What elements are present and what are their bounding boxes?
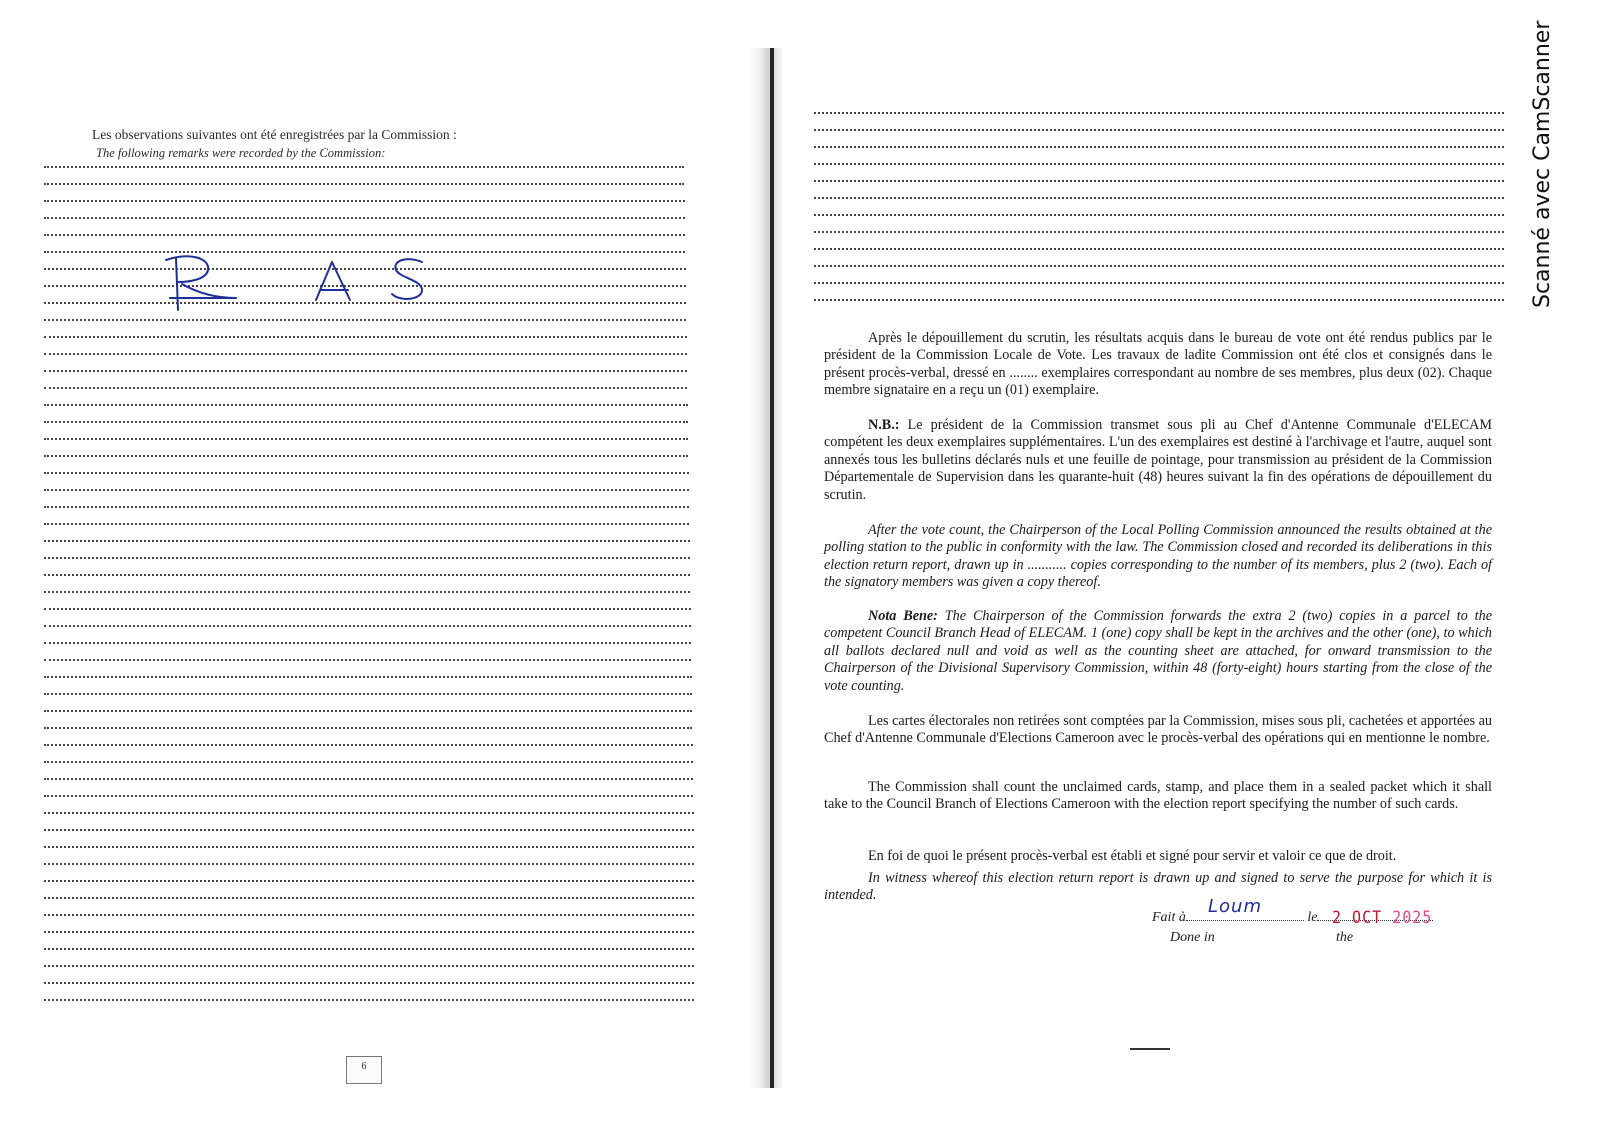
dotted-line bbox=[44, 829, 694, 831]
dotted-line bbox=[814, 299, 1504, 301]
dotted-line bbox=[44, 965, 694, 967]
dotted-line bbox=[44, 438, 688, 440]
dotted-line bbox=[44, 166, 684, 168]
dotted-line bbox=[814, 265, 1504, 267]
dotted-line bbox=[44, 761, 693, 763]
dotted-line bbox=[44, 591, 690, 593]
dotted-line bbox=[814, 129, 1504, 131]
dotted-line bbox=[44, 999, 694, 1001]
signature-block bbox=[1152, 896, 1472, 954]
observations-heading-en: The following remarks were recorded by the Commission: bbox=[96, 146, 386, 160]
date-stamp-year: 2025 bbox=[1392, 906, 1433, 928]
dotted-line bbox=[44, 506, 689, 508]
dotted-line bbox=[814, 231, 1504, 233]
dotted-line bbox=[44, 404, 688, 406]
dotted-line bbox=[44, 540, 690, 542]
paragraph-results-en: After the vote count, the Chairperson of the Local Polling Commission announced the results obtained at the polling station to the public in conformity with the law. The Commission closed and recorded its deliberations in this election return report, drawn up in ........... copies corresponding to the number of its members, plus 2 (two). Each of the signatory members was given a copy thereof. bbox=[824, 522, 1492, 591]
dotted-line bbox=[44, 217, 685, 219]
dotted-line bbox=[44, 183, 684, 185]
dotted-line bbox=[44, 693, 692, 695]
page-number: 6 bbox=[361, 1061, 367, 1072]
le-label: le bbox=[1307, 910, 1318, 925]
book-gutter bbox=[748, 48, 782, 1088]
paragraph-results-fr: Après le dépouillement du scrutin, les résultats acquis dans le bureau de vote ont été rendus publics par le président de la Commission Locale de Vote. Les travaux de ladite Commission ont été clos et consignés dans le présent procès-verbal, dressé en ........ exemplaires correspondant au nombre de ses membres, plus deux (02). Chaque membre signataire en a reçu un (01) exemplaire. bbox=[824, 330, 1492, 399]
date-stamp bbox=[1332, 907, 1432, 928]
dotted-line bbox=[44, 336, 687, 338]
dotted-line bbox=[44, 778, 693, 780]
the-label: the bbox=[1336, 930, 1354, 945]
paragraph-cards-en: The Commission shall count the unclaimed cards, stamp, and place them in a sealed packet which it shall take to the Council Branch of Elections Cameroon with the election report specifying the number of such cards. bbox=[824, 779, 1492, 813]
dotted-line bbox=[44, 710, 692, 712]
dotted-line bbox=[44, 234, 685, 236]
dotted-line bbox=[44, 914, 694, 916]
handwritten-remark bbox=[160, 248, 450, 316]
dotted-line bbox=[44, 455, 688, 457]
nb-label: N.B.: bbox=[868, 417, 900, 433]
dotted-line bbox=[44, 370, 687, 372]
dotted-line bbox=[814, 180, 1504, 182]
dotted-line bbox=[814, 282, 1504, 284]
done-in-label: Done in bbox=[1170, 930, 1215, 945]
dotted-line bbox=[44, 574, 690, 576]
dotted-line bbox=[44, 948, 694, 950]
handwritten-place: Loum bbox=[1208, 896, 1262, 917]
dotted-line bbox=[44, 353, 687, 355]
camscanner-watermark: Scanné avec CamScanner bbox=[1530, 20, 1555, 308]
right-page bbox=[800, 0, 1520, 1131]
dotted-line bbox=[44, 931, 694, 933]
dotted-line bbox=[814, 146, 1504, 148]
observations-heading-fr: Les observations suivantes ont été enregistrées par la Commission : bbox=[92, 127, 457, 142]
dotted-line bbox=[44, 659, 691, 661]
dotted-line bbox=[44, 421, 688, 423]
dotted-line bbox=[814, 197, 1504, 199]
paragraph-nota-bene-en bbox=[824, 608, 1492, 695]
nota-bene-label: Nota Bene: bbox=[868, 608, 938, 624]
fait-a-label: Fait à bbox=[1152, 910, 1186, 925]
dotted-line bbox=[44, 795, 693, 797]
gutter-fold-line bbox=[770, 48, 774, 1088]
gutter-shadow bbox=[748, 48, 782, 1088]
dotted-line bbox=[814, 163, 1504, 165]
dotted-line bbox=[44, 200, 685, 202]
dotted-line bbox=[44, 880, 694, 882]
nb-text: Le président de la Commission transmet sous pli au Chef d'Antenne Communale d'ELECAM compétent les deux exemplaires supplémentaires. L'un des exemplaires est destiné à l'archivage et l'autre, auquel sont annexés tous les bulletins déclarés nuls et une feuille de pointage, pour transmission au président de la Commission Départementale de Supervision dans les quarante-huit (48) heures suivant la fin des opérations de dépouillement du scrutin. bbox=[824, 417, 1493, 503]
paragraph-witness-fr: En foi de quoi le présent procès-verbal est établi et signé pour servir et valoir ce que de droit. bbox=[868, 848, 1397, 864]
dotted-line bbox=[44, 387, 687, 389]
dotted-line bbox=[814, 214, 1504, 216]
dotted-line bbox=[814, 112, 1504, 114]
dotted-line bbox=[814, 248, 1504, 250]
dotted-line bbox=[44, 727, 692, 729]
dotted-line bbox=[44, 319, 686, 321]
dotted-line bbox=[44, 846, 694, 848]
dotted-line bbox=[44, 812, 694, 814]
dotted-line bbox=[44, 472, 689, 474]
dotted-line bbox=[44, 676, 692, 678]
dotted-line bbox=[44, 625, 691, 627]
dotted-line bbox=[44, 557, 690, 559]
dotted-line bbox=[44, 489, 689, 491]
dotted-line bbox=[44, 897, 694, 899]
dotted-line bbox=[44, 642, 691, 644]
left-page bbox=[0, 0, 760, 1131]
paragraph-nb-fr bbox=[824, 417, 1492, 504]
date-stamp-day-month: 2 OCT bbox=[1332, 906, 1383, 928]
bottom-edge-mark bbox=[1130, 1048, 1170, 1050]
nota-bene-text: The Chairperson of the Commission forwards the extra 2 (two) copies in a parcel to the competent Council Branch Head of ELECAM. 1 (one) copy shall be kept in the archives and the other (one), to which all ballots declared null and void as well as the counting sheet are attached, for onward transmission to the Chairperson of the Divisional Supervisory Commission, within 48 (forty-eight) hours starting from the close of the vote counting. bbox=[824, 608, 1492, 694]
dotted-line bbox=[44, 863, 694, 865]
page-number-box bbox=[346, 1056, 382, 1084]
dotted-line bbox=[44, 982, 694, 984]
paragraph-witness-en: In witness whereof this election return report is drawn up and signed to serve the purpose for which it is intended. bbox=[824, 870, 1492, 904]
dotted-line bbox=[44, 608, 691, 610]
paragraph-cards-fr: Les cartes électorales non retirées sont comptées par la Commission, mises sous pli, cachetées et apportées au Chef d'Antenne Communale d'Elections Cameroon avec le procès-verbal des opérations qui en mentionne le nombre. bbox=[824, 713, 1492, 747]
dotted-line bbox=[44, 744, 693, 746]
dotted-line bbox=[44, 523, 689, 525]
